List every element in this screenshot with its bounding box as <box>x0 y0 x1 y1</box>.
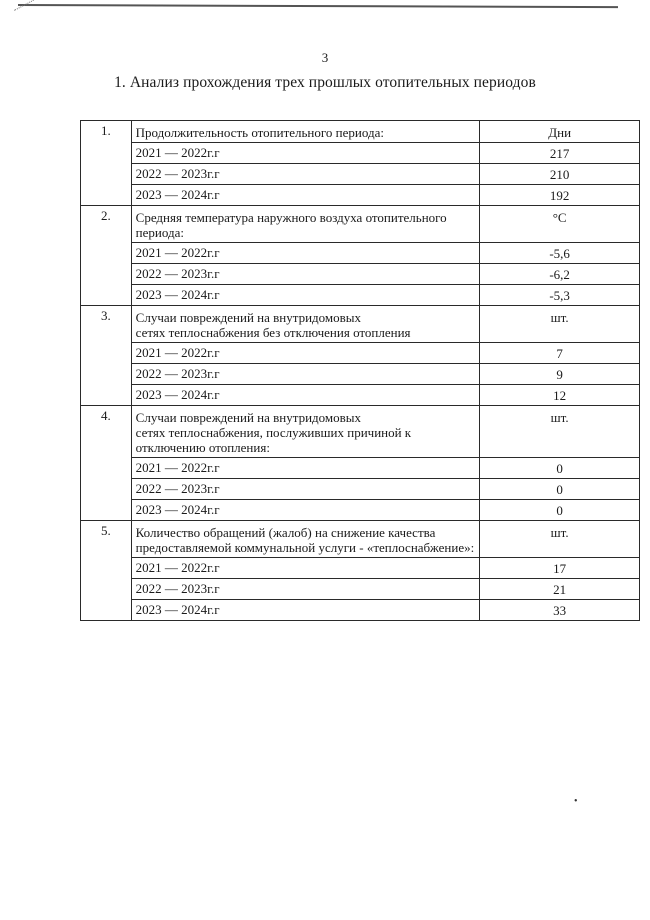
section-description-line: Случаи повреждений на внутридомовых <box>135 410 362 425</box>
table-row <box>81 243 640 264</box>
value-cell: 0 <box>480 479 640 500</box>
section-header-row <box>81 521 640 558</box>
table-row <box>81 343 640 364</box>
value-cell: 17 <box>480 558 640 579</box>
section-number: 5. <box>81 521 132 621</box>
section-description <box>131 306 480 343</box>
period-cell: 2021 — 2022г.г <box>131 458 480 479</box>
value-cell: 0 <box>480 500 640 521</box>
table-row <box>81 558 640 579</box>
table-row <box>81 458 640 479</box>
value-cell: 217 <box>480 143 640 164</box>
section-description-line: Случаи повреждений на внутридомовых <box>135 310 362 325</box>
section-header-row <box>81 206 640 243</box>
period-cell: 2021 — 2022г.г <box>131 143 480 164</box>
value-cell: 0 <box>480 458 640 479</box>
section-description-line: сетях теплоснабжения, послуживших причиной к <box>135 425 412 440</box>
period-cell: 2022 — 2023г.г <box>131 479 480 500</box>
section-description <box>131 521 480 558</box>
section-header-row <box>81 121 640 143</box>
section-number: 1. <box>81 121 132 206</box>
scan-speck: • <box>574 796 578 807</box>
value-cell: 12 <box>480 385 640 406</box>
table-row <box>81 579 640 600</box>
period-cell: 2023 — 2024г.г <box>131 185 480 206</box>
period-cell: 2021 — 2022г.г <box>131 558 480 579</box>
value-cell: 21 <box>480 579 640 600</box>
period-cell: 2023 — 2024г.г <box>131 385 480 406</box>
value-cell: 7 <box>480 343 640 364</box>
section-unit: Дни <box>480 121 640 143</box>
period-cell: 2023 — 2024г.г <box>131 285 480 306</box>
value-cell: 33 <box>480 600 640 621</box>
value-cell: -5,3 <box>480 285 640 306</box>
section-description <box>131 206 480 243</box>
table-row <box>81 143 640 164</box>
value-cell: 210 <box>480 164 640 185</box>
section-description-line: Продолжительность отопительного периода: <box>135 125 384 140</box>
document-title: 1. Анализ прохождения трех прошлых отопительных периодов <box>114 74 536 91</box>
section-number: 2. <box>81 206 132 306</box>
section-unit: °С <box>480 206 640 243</box>
period-cell: 2023 — 2024г.г <box>131 500 480 521</box>
table-body <box>81 121 640 621</box>
section-description-line: предоставляемой коммунальной услуги - «теплоснабжение»: <box>135 540 475 555</box>
table-row <box>81 285 640 306</box>
section-description-line: отключению отопления: <box>135 440 270 455</box>
table-row <box>81 385 640 406</box>
page-number: 3 <box>321 50 329 65</box>
value-cell: -6,2 <box>480 264 640 285</box>
section-description-line: периода: <box>135 225 184 240</box>
value-cell: 192 <box>480 185 640 206</box>
table-row <box>81 185 640 206</box>
value-cell: -5,6 <box>480 243 640 264</box>
period-cell: 2022 — 2023г.г <box>131 164 480 185</box>
period-cell: 2021 — 2022г.г <box>131 343 480 364</box>
section-header-row <box>81 306 640 343</box>
table-row <box>81 479 640 500</box>
period-cell: 2021 — 2022г.г <box>131 243 480 264</box>
section-unit: шт. <box>480 406 640 458</box>
table-row <box>81 500 640 521</box>
scan-edge-line <box>18 4 618 8</box>
period-cell: 2023 — 2024г.г <box>131 600 480 621</box>
period-cell: 2022 — 2023г.г <box>131 579 480 600</box>
section-description <box>131 121 480 143</box>
section-unit: шт. <box>480 521 640 558</box>
section-description-line: Количество обращений (жалоб) на снижение качества <box>135 525 436 540</box>
period-cell: 2022 — 2023г.г <box>131 364 480 385</box>
section-number: 3. <box>81 306 132 406</box>
table-row <box>81 164 640 185</box>
table-row <box>81 364 640 385</box>
period-cell: 2022 — 2023г.г <box>131 264 480 285</box>
section-description-line: Средняя температура наружного воздуха отопительного <box>135 210 447 225</box>
section-description-line: сетях теплоснабжения без отключения отопления <box>135 325 411 340</box>
table-row <box>81 600 640 621</box>
section-unit: шт. <box>480 306 640 343</box>
section-header-row <box>81 406 640 458</box>
section-description <box>131 406 480 458</box>
table-row <box>81 264 640 285</box>
section-number: 4. <box>81 406 132 521</box>
value-cell: 9 <box>480 364 640 385</box>
heating-periods-table <box>80 120 640 621</box>
